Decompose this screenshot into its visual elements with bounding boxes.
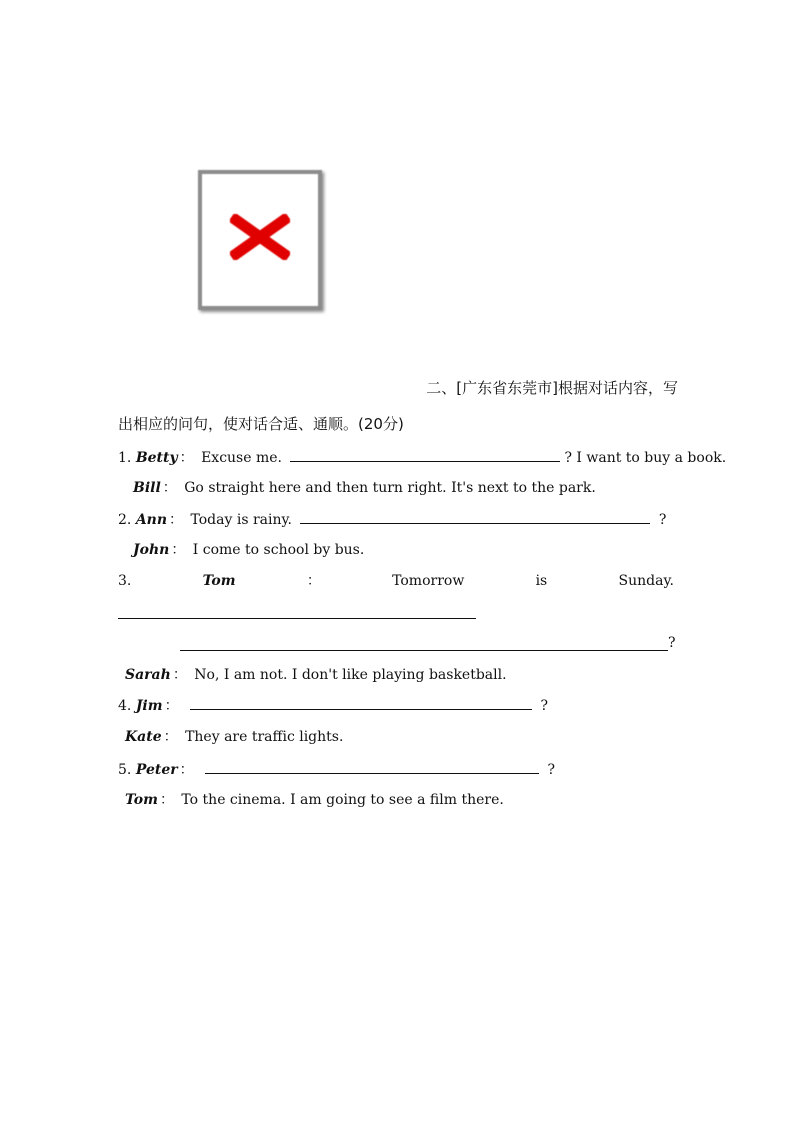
speaker-name: Kate xyxy=(125,729,162,745)
speaker-name: Tom xyxy=(125,792,158,808)
section-heading-line1: 二、[广东省东莞市]根据对话内容，写 xyxy=(426,379,678,397)
colon: ： xyxy=(169,512,184,528)
dialogue-text: I come to school by bus. xyxy=(192,542,365,558)
colon: ： xyxy=(159,792,174,808)
reply-3 xyxy=(125,665,685,685)
dialogue-text: Excuse me. xyxy=(201,450,282,466)
colon: ： xyxy=(163,729,178,745)
dialogue-text: ? xyxy=(658,512,667,528)
speaker-name: John xyxy=(133,542,170,558)
question-3-end: ? xyxy=(668,635,676,651)
dialogue-text: They are traffic lights. xyxy=(185,729,344,745)
speaker-name: Ann xyxy=(135,512,168,528)
question-5 xyxy=(118,759,678,780)
colon: ： xyxy=(306,573,321,589)
dialogue-text: ? xyxy=(547,762,556,778)
question-3 xyxy=(118,571,674,591)
dialogue-text: is xyxy=(535,573,548,589)
colon: ： xyxy=(172,667,187,683)
speaker-name: Bill xyxy=(133,480,161,496)
speaker-name: Peter xyxy=(135,762,178,778)
dialogue-text: ? xyxy=(540,698,548,714)
reply-1 xyxy=(133,478,693,498)
colon: ： xyxy=(162,480,177,496)
red-x-icon xyxy=(230,214,290,260)
dialogue-text: Tomorrow xyxy=(392,573,465,589)
answer-blank-5[interactable] xyxy=(205,759,539,774)
colon: ： xyxy=(171,542,186,558)
reply-5 xyxy=(125,790,685,810)
item-number: 1. xyxy=(118,450,132,466)
answer-blank-3a[interactable] xyxy=(118,618,476,619)
item-number: 4. xyxy=(118,698,132,714)
dialogue-text: Go straight here and then turn right. It's next to the park. xyxy=(184,480,596,496)
speaker-name: Jim xyxy=(135,698,163,714)
answer-blank-4[interactable] xyxy=(190,695,532,710)
answer-blank-3b[interactable] xyxy=(180,650,668,651)
answer-blank-2[interactable] xyxy=(300,509,650,524)
dialogue-text: No, I am not. I don't like playing basketball. xyxy=(194,667,507,683)
dialogue-text: Today is rainy. xyxy=(190,512,292,528)
item-number: 3. xyxy=(118,573,132,589)
speaker-name: Betty xyxy=(135,450,178,466)
section-heading-line2: 出相应的问句，使对话合适、通顺。(20分) xyxy=(118,415,404,433)
speaker-name: Tom xyxy=(202,573,236,589)
colon: ： xyxy=(179,762,194,778)
question-2 xyxy=(118,509,678,530)
item-number: 2. xyxy=(118,512,132,528)
reply-2 xyxy=(133,540,693,560)
item-number: 5. xyxy=(118,762,132,778)
question-4 xyxy=(118,695,678,716)
dialogue-text: Sunday. xyxy=(618,573,674,589)
reply-4 xyxy=(125,727,685,747)
broken-image-icon xyxy=(198,170,322,310)
question-1 xyxy=(118,447,727,468)
speaker-name: Sarah xyxy=(125,667,171,683)
colon: ： xyxy=(164,698,179,714)
dialogue-text: ? I want to buy a book. xyxy=(564,450,727,466)
answer-blank-1[interactable] xyxy=(290,447,560,462)
colon: ： xyxy=(179,450,194,466)
dialogue-text: To the cinema. I am going to see a film there. xyxy=(181,792,504,808)
